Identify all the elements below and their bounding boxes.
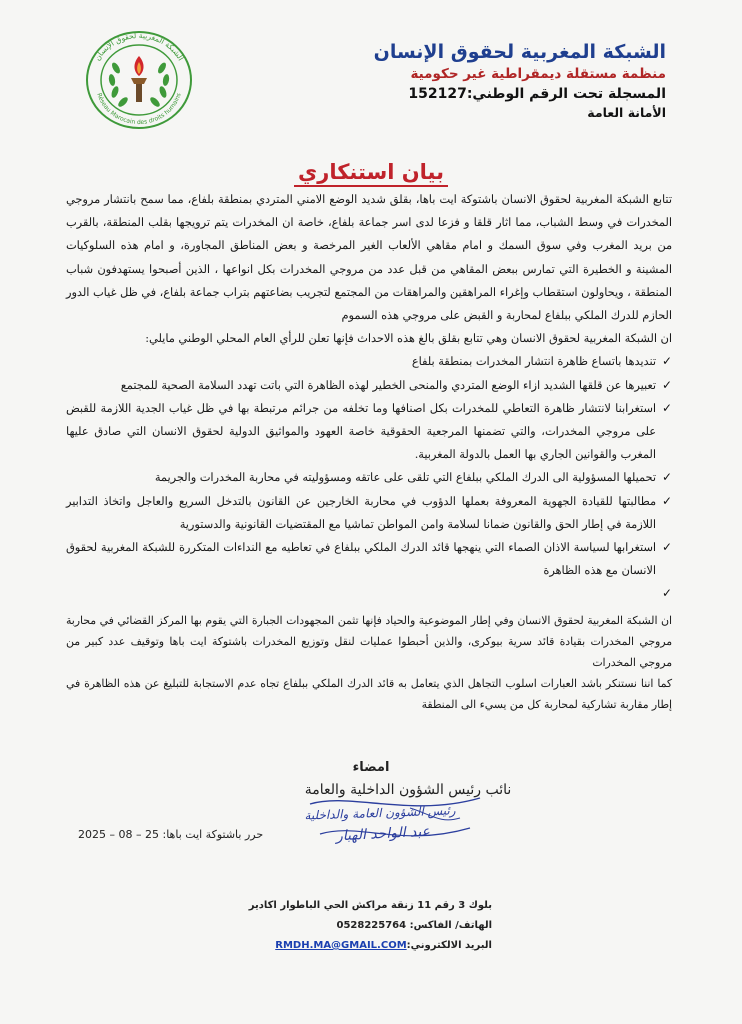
statement-title <box>0 160 742 184</box>
intro-paragraph: تتابع الشبكة المغربية لحقوق الانسان باشتوكة ايت باها، بقلق شديد الوضع الامني المتردي بمنطقة بلفاع، مما سمح بانتشار مروجي المخدرات في وسط الشباب، مما اثار قلقا و فزعا لدى اسر جماعة بلفاع، خاصة ان المخدرات يتم ترويجها بقلب المنطقة، بالقرب من بريد المغرب وفي سوق السمك و امام مقاهي الألعاب الغير المرخصة و بعض المناطق المجاورة، و امام هذه السلوكيات المشينة و الخطيرة التي تمارس ببعض المقاهي من قبل عدد من مروجي المخدرات بكل انواعها ، الذين أصبحوا يستهدفون شباب المنطقة ، ويحاولون استقطاب وإغراء المراهقين والمراهقات من المجتمع لتجريب بضاعتهم بتراب جماعة بلفاع، في ظل غياب الدور الحازم للدرك الملكي ببلفاع لمحاربة و القبض على مروجي هذه السموم <box>66 193 672 323</box>
organization-logo <box>76 28 202 132</box>
list-item: ✓ تحميلها المسؤولية الى الدرك الملكي ببلفاع التي تلقى على عاتقه ومسؤوليته في محاربة المخدرات والجريمة <box>66 466 672 489</box>
check-icon: ✓ <box>661 400 672 415</box>
general-secretariat: الأمانة العامة <box>587 105 666 120</box>
check-icon: ✓ <box>661 377 672 392</box>
check-icon: ✓ <box>661 470 672 485</box>
email-link[interactable]: RMDH.MA@GMAIL.COM <box>275 940 407 951</box>
signatory-title: نائب رئيس الشؤون الداخلية والعامة <box>304 782 512 798</box>
logo-emblem-icon <box>76 28 202 132</box>
list-item: ✓ استغرابها لسياسة الاذان الصماء التي ينهجها قائد الدرك الملكي ببلفاع في تعاطيه مع النداءات المتكررة للشبكة المغربية لحقوق الانسان مع هذه الظاهرة <box>66 536 672 582</box>
email-line <box>232 936 492 956</box>
registration-number: المسجلة تحت الرقم الوطني:152127 <box>408 86 666 102</box>
list-item <box>66 582 672 604</box>
list-item: ✓ استغرابنا لانتشار ظاهرة التعاطي للمخدرات بكل اصنافها وما تخلفه من جرائم مرتبطة بها في ظل غياب الجدية اللازمة للقبض على مروجي المخدرات، والتي تضمنها المرجعية الحقوقية خاصة العهود والمواثيق الدولية لحقوق الانسان التي صادق عليها المغرب والقوانين الجاري بها العمل بالدولة المغربية. <box>66 397 672 467</box>
list-item: ✓ تنديدها باتساع ظاهرة انتشار المخدرات بمنطقة بلفاع <box>66 350 672 373</box>
check-icon: ✓ <box>661 354 672 369</box>
closing-section <box>66 610 672 715</box>
check-icon: ✓ <box>661 493 672 508</box>
check-icon: ✓ <box>661 540 672 555</box>
phone-line <box>232 916 492 936</box>
organization-name: الشبكة المغربية لحقوق الإنسان <box>373 41 666 63</box>
closing-paragraph: كما اننا نستنكر باشد العبارات اسلوب التجاهل الذي يتعامل به قائد الدرك الملكي ببلفاع تجاه عدم الاستجابة للتبليغ عن هذه الظاهرة في إطار مقاربة تشاركية لمحاربة كل من يسيء الى المنطقة <box>66 677 672 712</box>
contact-footer <box>232 896 492 956</box>
organization-subtitle: منظمة مستقلة ديمقراطية غير حكومية <box>410 66 666 82</box>
signature-label: امضاء <box>352 760 390 775</box>
phone-label: الهاتف/ الفاكس: <box>406 920 492 931</box>
svg-text:Réseau Marocain des droits hum: Réseau Marocain des droits humains <box>95 92 183 127</box>
organization-header <box>306 40 666 122</box>
stamp-line-name: عبد الواحد الهبار <box>335 823 431 845</box>
check-icon: ✓ <box>661 586 672 601</box>
email-label: البريد الالكتروني: <box>406 940 492 951</box>
declaration-lead: ان الشبكة المغربية لحقوق الانسان وهي تتابع بقلق بالغ هذه الاحداث فإنها تعلن للرأي العام المحلي الوطني مايلي: <box>145 332 672 346</box>
statement-title-text: بيان استنكاري <box>294 160 448 187</box>
points-list <box>66 350 672 604</box>
list-item: ✓ تعبيرها عن قلقها الشديد ازاء الوضع المتردي والمنحى الخطير لهذه الظاهرة التي باتت تهدد السلامة الصحية للمجتمع <box>66 374 672 397</box>
stamp-line-role: رئيس الشؤون العامة والداخلية <box>304 803 456 823</box>
issue-date: حرر باشتوكة ايت باها: 25 – 08 – 2025 <box>78 828 264 841</box>
phone-number: 0528225764 <box>336 920 407 931</box>
list-item: ✓ مطالبتها للقيادة الجهوية المعروفة بعملها الدؤوب في محاربة الخارجين عن القانون بالتدخل السريع والعاجل واتخاذ التدابير اللازمة في إطار الحق والقانون ضمانا لسلامة وامن المواطن تماشيا مع المقتضيات القانونية والدستورية <box>66 490 672 536</box>
svg-text:الشبكة المغربية لحقوق الإنسان: الشبكة المغربية لحقوق الإنسان <box>92 30 186 63</box>
address-line: بلوك 3 رقم 11 زنقة مراكش الحي الباطوار اكادير <box>248 900 492 911</box>
statement-body <box>66 188 672 715</box>
closing-paragraph: ان الشبكة المغربية لحقوق الانسان وفي إطار الموضوعية والحياد فإنها تثمن المجهودات الجبارة التي يقوم بها المركز القضائي في محاربة مروجي المخدرات بقيادة قائد سرية بيوكرى، والذين أحبطوا عمليات لنقل وتوزيع المخدرات باشتوكة ايت باها وتوقيف عدد كبير من مروجي المخدرات <box>66 614 672 670</box>
